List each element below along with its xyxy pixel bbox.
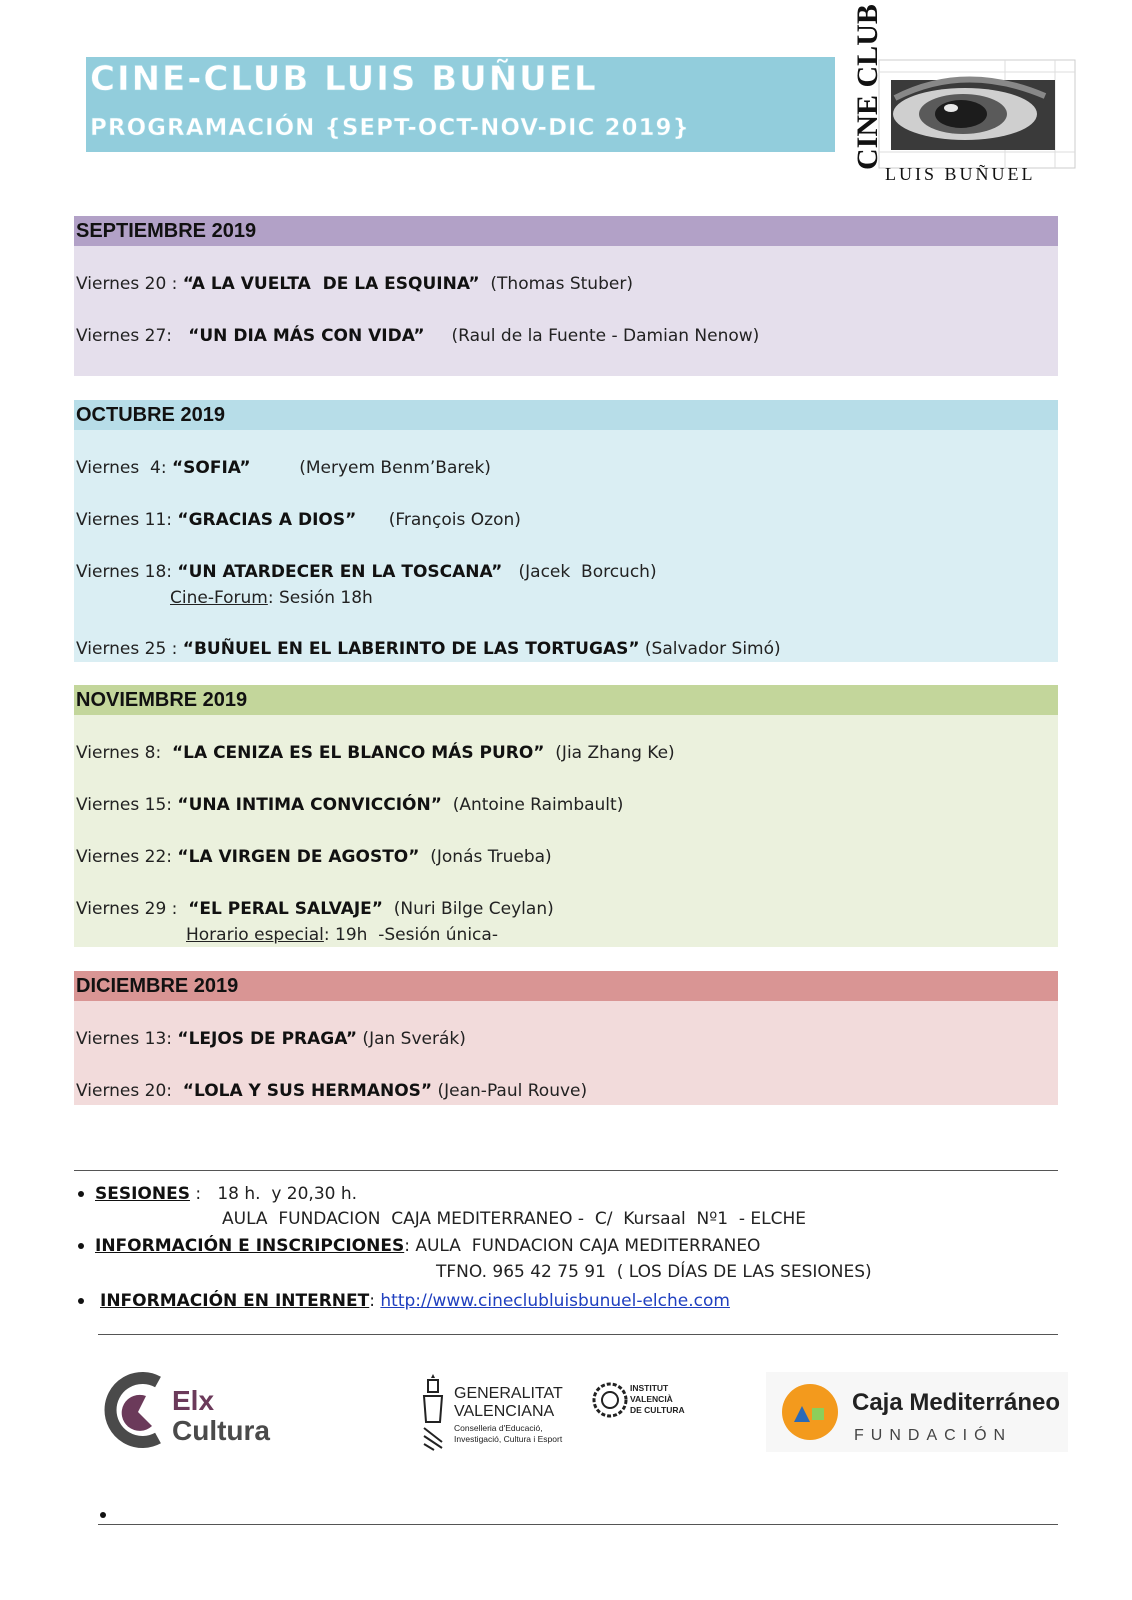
caja-mediterraneo-logo <box>766 1372 1068 1452</box>
divider <box>98 1334 1058 1335</box>
screening-entry <box>76 794 623 816</box>
month-september <box>74 216 1058 376</box>
sessions-line <box>95 1183 357 1205</box>
film-director: (Jan Sverák) <box>357 1029 466 1049</box>
gv-line2: VALENCIANA <box>454 1403 555 1420</box>
screening-day: Viernes 4: <box>76 458 172 478</box>
film-director: (Meryem Benm’Barek) <box>250 458 491 478</box>
screening-day: Viernes 13: <box>76 1029 178 1049</box>
film-title: “LA CENIZA ES EL BLANCO MÁS PURO” <box>171 743 545 763</box>
bullet-icon <box>78 1191 84 1197</box>
month-october <box>74 400 1058 662</box>
screening-entry <box>76 898 554 920</box>
month-body <box>74 715 1058 947</box>
divider <box>74 1170 1058 1171</box>
sessions-times: 18 h. y 20,30 h. <box>217 1184 358 1204</box>
film-title: “BUÑUEL EN EL LABERINTO DE LAS TORTUGAS” <box>182 639 640 659</box>
logo-name-text: LUIS BUÑUEL <box>885 164 1036 184</box>
registration-phone: TFNO. 965 42 75 91 ( LOS DÍAS DE LAS SESIONES) <box>436 1262 872 1282</box>
film-director: (Jean-Paul Rouve) <box>432 1081 588 1101</box>
ivc-line1: INSTITUT <box>630 1383 669 1393</box>
film-director: (Raul de la Fuente - Damian Nenow) <box>424 326 760 346</box>
registration-label: INFORMACIÓN E INSCRIPCIONES <box>95 1236 405 1256</box>
film-title: “LA VIRGEN DE AGOSTO” <box>177 847 420 867</box>
gv-sub1: Conselleria d'Educació, <box>454 1423 543 1433</box>
screening-entry <box>76 742 675 764</box>
institut-valencia-cultura-logo <box>592 1378 692 1428</box>
film-director: (Jia Zhang Ke) <box>544 743 675 763</box>
note-text: : 19h -Sesión única- <box>323 925 498 945</box>
gv-line1: GENERALITAT <box>454 1385 563 1402</box>
screening-day: Viernes 18: <box>76 562 178 582</box>
title-banner <box>86 57 835 152</box>
film-title: “A LA VUELTA DE LA ESQUINA” <box>182 274 480 294</box>
registration-line <box>95 1235 760 1257</box>
caja-name: Caja Mediterráneo <box>852 1389 1061 1416</box>
month-title: NOVIEMBRE 2019 <box>74 685 1058 715</box>
film-director: (Thomas Stuber) <box>479 274 633 294</box>
screening-day: Viernes 29 : <box>76 899 189 919</box>
month-title: SEPTIEMBRE 2019 <box>74 216 1058 246</box>
club-title: CINE-CLUB LUIS BUÑUEL <box>90 59 598 99</box>
screening-entry <box>76 457 491 479</box>
film-title: “LOLA Y SUS HERMANOS” <box>182 1081 433 1101</box>
film-director: (Antoine Raimbault) <box>441 795 624 815</box>
film-title: “LEJOS DE PRAGA” <box>177 1029 358 1049</box>
logo-cineclub-text: CINE CLUB <box>851 4 884 170</box>
elx-cultura-logo <box>98 1372 288 1452</box>
programming-subtitle: PROGRAMACIÓN {SEPT-OCT-NOV-DIC 2019} <box>90 115 690 141</box>
film-title: “UNA INTIMA CONVICCIÓN” <box>177 795 442 815</box>
screening-note <box>186 924 498 946</box>
screening-entry <box>76 273 633 295</box>
film-director: (François Ozon) <box>356 510 521 530</box>
screening-entry <box>76 561 657 583</box>
month-december <box>74 971 1058 1105</box>
screening-day: Viernes 25 : <box>76 639 183 659</box>
film-director: (Jonás Trueba) <box>419 847 552 867</box>
screening-entry <box>76 1080 587 1102</box>
note-label: Cine-Forum <box>170 588 268 608</box>
divider <box>98 1524 1058 1525</box>
caja-fundacion: FUNDACIÓN <box>854 1427 1013 1444</box>
film-director: (Jacek Borcuch) <box>502 562 657 582</box>
screening-day: Viernes 22: <box>76 847 178 867</box>
film-title: “EL PERAL SALVAJE” <box>188 899 383 919</box>
film-title: “SOFIA” <box>171 458 251 478</box>
month-title: DICIEMBRE 2019 <box>74 971 1058 1001</box>
month-body <box>74 1001 1058 1105</box>
month-body <box>74 430 1058 662</box>
internet-separator: : <box>369 1291 381 1311</box>
bullet-icon <box>78 1298 84 1304</box>
screening-entry <box>76 846 552 868</box>
month-body <box>74 246 1058 376</box>
screening-entry <box>76 1028 466 1050</box>
screening-day: Viernes 20: <box>76 1081 183 1101</box>
bullet-icon <box>100 1512 106 1518</box>
screening-note <box>170 587 373 609</box>
film-title: “GRACIAS A DIOS” <box>177 510 357 530</box>
screening-day: Viernes 15: <box>76 795 178 815</box>
internet-label: INFORMACIÓN EN INTERNET <box>100 1291 370 1311</box>
sessions-venue: AULA FUNDACION CAJA MEDITERRANEO - C/ Kursaal Nº1 - ELCHE <box>222 1209 807 1229</box>
screening-day: Viernes 11: <box>76 510 178 530</box>
internet-line <box>100 1290 730 1312</box>
note-text: : Sesión 18h <box>267 588 373 608</box>
film-director: (Salvador Simó) <box>639 639 781 659</box>
month-november <box>74 685 1058 947</box>
screening-entry <box>76 509 521 531</box>
screening-day: Viernes 8: <box>76 743 172 763</box>
sessions-separator: : <box>189 1184 218 1204</box>
website-link[interactable]: http://www.cineclubluisbunuel-elche.com <box>380 1291 730 1311</box>
gv-sub2: Investigació, Cultura i Esport <box>454 1434 563 1444</box>
registration-venue: : AULA FUNDACION CAJA MEDITERRANEO <box>404 1236 761 1256</box>
film-director: (Nuri Bilge Ceylan) <box>382 899 554 919</box>
note-label: Horario especial <box>186 925 324 945</box>
screening-day: Viernes 27: <box>76 326 189 346</box>
ivc-line2: VALENCIÀ <box>630 1394 673 1404</box>
generalitat-valenciana-logo <box>420 1372 580 1452</box>
bullet-icon <box>78 1243 84 1249</box>
film-title: “UN ATARDECER EN LA TOSCANA” <box>177 562 503 582</box>
elx-text: Elx <box>172 1385 215 1416</box>
cineclub-logo <box>851 4 1077 184</box>
screening-entry <box>76 325 759 347</box>
month-title: OCTUBRE 2019 <box>74 400 1058 430</box>
film-title: “UN DIA MÁS CON VIDA” <box>188 326 425 346</box>
screening-entry <box>76 638 781 660</box>
screening-day: Viernes 20 : <box>76 274 183 294</box>
ivc-line3: DE CULTURA <box>630 1405 685 1415</box>
sessions-label: SESIONES <box>95 1184 190 1204</box>
cultura-text: Cultura <box>172 1415 270 1446</box>
